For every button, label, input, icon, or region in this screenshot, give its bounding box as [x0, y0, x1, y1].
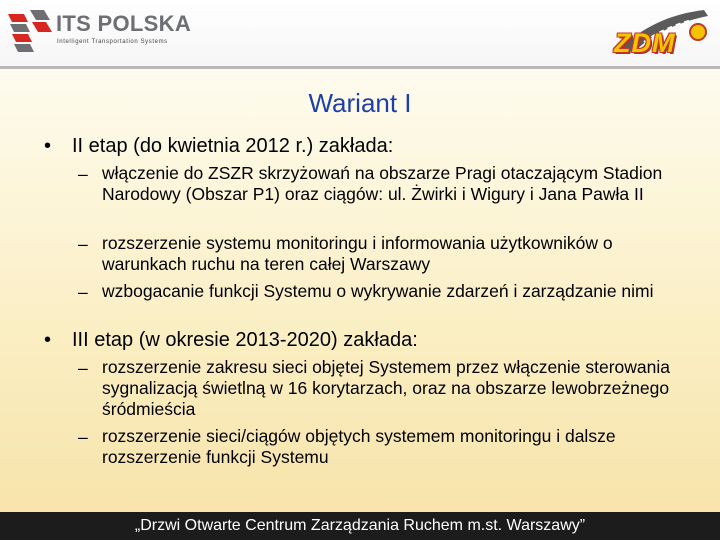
zdm-logo	[600, 6, 712, 60]
subitem-text: wzbogacanie funkcji Systemu o wykrywanie zdarzeń i zarządzanie nimi	[102, 281, 654, 301]
its-polska-logo	[6, 6, 192, 56]
subitem-marker: –	[78, 282, 88, 302]
slide-footer	[0, 512, 720, 540]
its-logo-mark-icon	[6, 6, 54, 56]
its-logo-name: ITS POLSKA	[56, 11, 192, 36]
its-logo-subtitle: Intelligent Transportation Systems	[57, 39, 168, 45]
subitem-marker: –	[78, 234, 88, 254]
subitem-text: rozszerzenie sieci/ciągów objętych systemem monitoringu i dalsze rozszerzenie funkcji Systemu	[102, 426, 616, 467]
subitem-text: rozszerzenie zakresu sieci objętej Systemem przez włączenie sterowania sygnalizacją świetlną w 16 korytarzach, oraz na obszarze lewobrzeżnego śródmieścia	[102, 357, 671, 419]
subitem-marker: –	[78, 164, 88, 184]
bullet-marker: •	[44, 135, 52, 157]
footer-text: „Drzwi Otwarte Centrum Zarządzania Ruchem m.st. Warszawy”	[134, 517, 586, 534]
bullet-item-stage-2: II etap (do kwietnia 2012 r.) zakłada:	[72, 135, 394, 157]
subitem-marker: –	[78, 358, 88, 378]
header-divider	[0, 66, 720, 69]
bullet-item-stage-3: III etap (w okresie 2013-2020) zakłada:	[72, 329, 418, 351]
slide-title: Wariant I	[308, 88, 412, 118]
zdm-logo-text: ZDM	[614, 28, 676, 58]
subitem-text: rozszerzenie systemu monitoringu i informowania użytkowników o warunkach ruchu na teren całej Warszawy	[102, 233, 613, 274]
subitem-marker: –	[78, 427, 88, 447]
slide-header	[0, 0, 720, 66]
subitem-text: włączenie do ZSZR skrzyżowań na obszarze Pragi otaczającym Stadion Narodowy (Obszar P1) oraz ciągów: ul. Żwirki i Wigury i Jana Pawła II	[102, 163, 663, 204]
bullet-marker: •	[44, 329, 52, 351]
